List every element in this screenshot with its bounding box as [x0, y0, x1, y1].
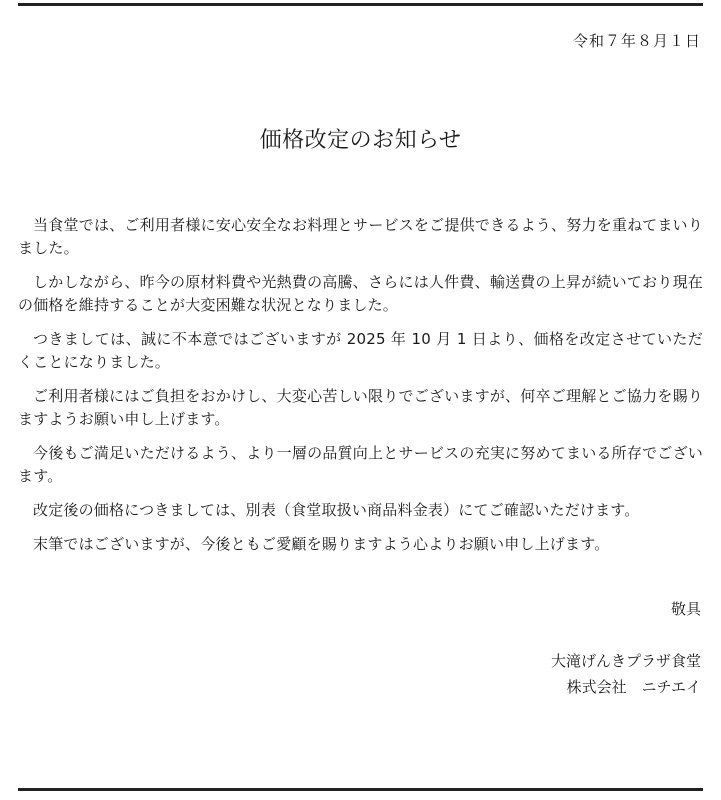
signature-facility: 大滝げんきプラザ食堂 — [550, 652, 701, 670]
paragraph: 今後もご満足いただけるよう、より一層の品質向上とサービスの充実に努めてまいる所存でございます。 — [18, 444, 703, 485]
notice-body — [18, 214, 703, 567]
bottom-rule — [18, 788, 703, 791]
signature-company: 株式会社 ニチエイ — [566, 678, 701, 696]
paragraph: 末筆ではございますが、今後ともご愛顧を賜りますよう心よりお願い申し上げます。 — [33, 535, 610, 553]
paragraph: 当食堂では、ご利用者様に安心安全なお料理とサービスをご提供できるよう、努力を重ねてまいりました。 — [18, 216, 703, 257]
paragraph: つきましては、誠に不本意ではございますが 2025 年 10 月 1 日より、価格を改定させていただくことになりました。 — [18, 330, 703, 371]
paragraph: しかしながら、昨今の原材料費や光熱費の高騰、さらには人件費、輸送費の上昇が続いており現在の価格を維持することが大変困難な状況となりました。 — [18, 273, 703, 314]
paragraph: ご利用者様にはご負担をおかけし、大変心苦しい限りでございますが、何卒ご理解とご協力を賜りますようお願い申し上げます。 — [18, 387, 703, 428]
paragraph: 改定後の価格につきましては、別表（食堂取扱い商品料金表）にてご確認いただけます。 — [33, 501, 640, 519]
closing-word: 敬具 — [670, 600, 701, 618]
top-rule — [18, 3, 703, 6]
notice-title: 価格改定のお知らせ — [259, 128, 462, 153]
notice-date: 令和７年８月１日 — [572, 32, 701, 50]
